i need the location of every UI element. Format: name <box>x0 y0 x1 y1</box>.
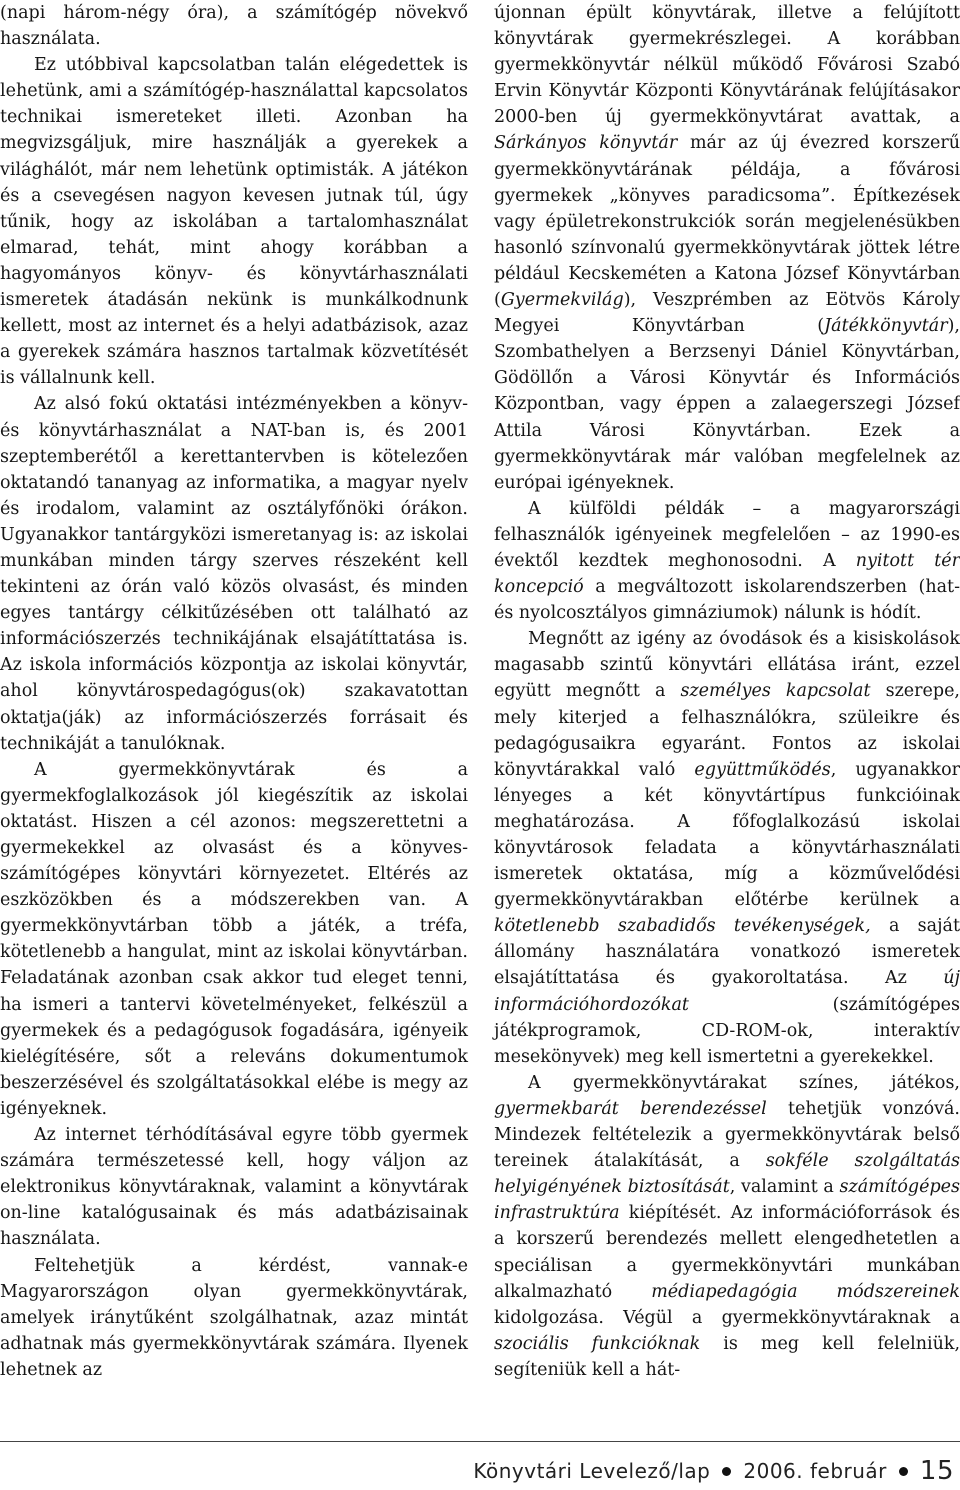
paragraph: Az internet térhódításával egyre több gyermek számára természetessé kell, hogy váljon az elektronikus könyvtáraknak, valamint a könyvtárak on-line katalógusainak és más adatbázisainak használata. <box>0 1125 468 1250</box>
paragraph: A gyermekkönyvtárak és a gyermekfoglalkozások jól kiegészítik az iskolai oktatást. Hiszen a cél azonos: megszerettetni a gyermekekkel az olvasást és a könyves-számítógépes könyvtári környezetet. Eltérés az eszközökben és a módszerekben van. A gyermekkönyvtárban több a játék, a tréfa, kötetlenebb a hangulat, mint az iskolai könyvtárban. Feladatának azonban csak akkor tud eleget tenni, ha ismeri a tantervi követelményeket, felkészül a gyermekek és a pedagógusok fogadására, igényeik kielégítésére, sőt a releváns dokumentumok beszerzésével és szolgáltatásokkal elébe is megy az igényeknek. <box>0 759 468 1119</box>
emphasis: Játékkönyvtár <box>824 316 948 337</box>
text-run: a megváltozott iskolarendszerben (hat- és nyolcosztályos gimnáziumok) nálunk is hódít. <box>494 577 960 624</box>
emphasis: Gyermekvilág <box>500 290 624 311</box>
left-column <box>0 0 468 1383</box>
paragraph: (napi három-négy óra), a számítógép növekvő használata. <box>0 3 468 50</box>
text-run: tehetjük vonzóvá. Mindezek feltételezik a gyermekkönyvtárak belső tereinek átalakítását, a <box>494 1098 960 1172</box>
emphasis: Sárkányos könyvtár <box>494 133 678 154</box>
footer-divider <box>0 1441 960 1442</box>
paragraph <box>494 626 960 1070</box>
emphasis: médiapedagógia módszereinek <box>651 1281 960 1302</box>
emphasis: új információhordozókat <box>494 968 960 1015</box>
text-run: kidolgozása. Végül a gyermekkönyvtáraknak a <box>494 1307 960 1328</box>
text-run: , ugyanakkor lényeges a két könyvtártípus funkcióinak meghatározása. A főfoglalkozású iskolai könyvtárosok feladata a könyvtárhasználati ismeretek oktatása, míg a közművelődési gyermekkönyvtárakban előtérbe kerülnek a <box>494 759 960 911</box>
emphasis: sokféle szolgáltatás helyigényének biztosítását <box>494 1151 960 1198</box>
issue-date: 2006. február <box>743 1459 887 1483</box>
text-run: szerepe, mely kiterjed a felhasználókra, szüleikre és pedagógusaikra egyaránt. Fontos az iskolai könyvtárakkal való <box>494 681 960 780</box>
paragraph: Ez utóbbival kapcsolatban talán elégedettek is lehetünk, ami a számítógép-használattal kapcsolatos technikai ismereteket illeti. Azonban ha megvizsgáljuk, mire használják a gyerekek a világhálót, már nem lehetünk optimisták. A játékon és a csevegésen nagyon kevesen jutnak túl, úgy tűnik, hogy az iskolában a tartalomhasználat elmarad, tehát, mint ahogy korábban a hagyományos könyv- és könyvtárhasználati ismeretek átadásán nekünk is munkálkodnunk kellett, most az internet és a helyi adatbázisok, azaz a gyerekek számára hasznos tartalmak közvetítését is vállalnunk kell. <box>0 55 468 389</box>
emphasis: nyitott tér koncepció <box>494 550 960 598</box>
emphasis: számítógépes infrastruktúra <box>494 1177 960 1224</box>
emphasis: szociális funkcióknak <box>494 1333 701 1354</box>
text-run: Megnőtt az igény az óvodások és a kisiskolások magasabb szintű könyvtári ellátása iránt, ezzel együtt megnőtt a <box>494 629 960 702</box>
text-run: ), Szombathelyen a Berzsenyi Dániel Könyvtárban, Gödöllőn a Városi Könyvtár és Információs Központban, vagy éppen a zalaegerszegi József Attila Városi Könyvtárban. Ezek a gyermekkönyvtárak már valóban megfelelnek az európai igényeknek. <box>494 316 960 493</box>
text-run: (számítógépes játékprogramok, CD-ROM-ok, interaktív mesekönyvek) meg kell ismertetni a gyerekekkel. <box>494 994 960 1067</box>
text-run: ), Veszprémben az Eötvös Károly Megyei Könyvtárban ( <box>494 290 960 337</box>
emphasis: kötetlenebb szabadidős tevékenységek, <box>494 916 871 937</box>
text-run: újonnan épült könyvtárak, illetve a felújított könyvtárak gyermekrészlegei. A korábban gyermekkönyvtár nélkül működő Fővárosi Szabó Ervin Könyvtár Központi Könyvtárának felújításakor 2000-ben új gyermekkönyvtárat avattak, a <box>494 3 960 128</box>
text-run: kiépítését. Az információforrások és a korszerű berendezés mellett elengedhetetlen a speciálisan a gyermekkönyvtári munkában alkalmazható <box>494 1203 960 1302</box>
page-footer <box>473 1454 954 1488</box>
text-run: is meg kell felelniük, segíteniük kell a hát- <box>494 1333 960 1380</box>
text-run: A gyermekkönyvtárakat színes, játékos, <box>528 1072 960 1093</box>
emphasis: együttműködés <box>694 759 831 780</box>
bullet-dot-icon <box>899 1467 908 1476</box>
text-run: A külföldi példák – a magyarországi felhasználók igényeinek megfelelően – az 1990-es évektől kezdtek meghonosodni. A <box>494 498 960 571</box>
paragraph: Feltehetjük a kérdést, vannak-e Magyarországon olyan gyermekkönyvtárak, amelyek iránytűként szolgálhatnak, azaz mintát adhatnak más gyermekkönyvtárak számára. Ilyenek lehetnek az <box>0 1255 468 1380</box>
paragraph <box>494 496 960 626</box>
text-run: , valamint a <box>729 1177 840 1198</box>
journal-title: Könyvtári Levelező/lap <box>473 1459 711 1483</box>
emphasis: gyermekbarát berendezéssel <box>494 1098 767 1119</box>
text-run: már az új évezred korszerű gyermekkönyvtárának példája, a fővárosi gyermekek „könyves paradicsoma”. Építkezések vagy épületrekonstrukciók során megjelenésükben hasonló színvonalú gyermekkönyvtárak jöttek létre például Kecskeméten a Katona József Könyvtárban ( <box>494 133 960 311</box>
paragraph <box>494 0 960 496</box>
text-run: a saját állomány használatára vonatkozó ismeretek elsajátíttatása és gyakoroltatása. Az <box>494 916 960 989</box>
paragraph <box>494 1070 960 1383</box>
emphasis: személyes kapcsolat <box>680 681 871 702</box>
page-number: 15 <box>919 1456 954 1486</box>
right-column <box>494 0 960 1383</box>
bullet-dot-icon <box>722 1467 731 1476</box>
paragraph: Az alsó fokú oktatási intézményekben a könyv- és könyvtárhasználat a NAT-ban is, és 2001 szeptemberétől a kerettantervben is kötelezően oktatandó tananyag az informatika, a magyar nyelv és irodalom, valamint az osztályfőnöki órákon. Ugyanakkor tantárgyközi ismeretanyag is: az iskolai munkában minden tárgy szerves részeként kell tekinteni az órán való közös olvasást, és minden egyes tantárgy célkitűzésében ott található az információszerzés technikájának elsajátíttatása is. Az iskola információs központja az iskolai könyvtár, ahol könyvtárospedagógus(ok) szakavatottan oktatja(ják) az információszerzés forrásait és technikáját a tanulóknak. <box>0 394 468 754</box>
